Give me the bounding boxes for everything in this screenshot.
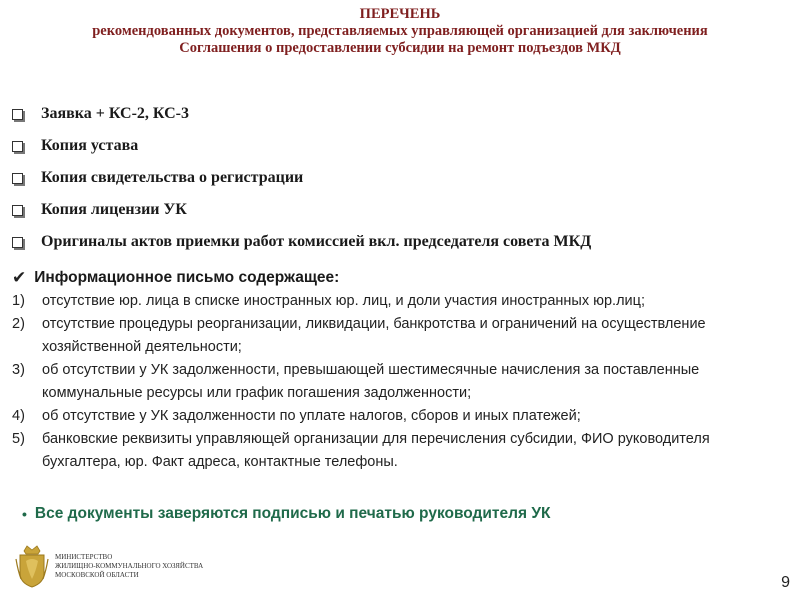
title-line-3: Соглашения о предоставлении субсидии на ремонт подъездов МКД bbox=[179, 40, 621, 56]
checklist-item: Оригиналы актов приемки работ комиссией вкл. председателя совета МКД bbox=[12, 226, 792, 258]
list-item: 4) об отсутствие у УК задолженности по уплате налогов, сборов и иных платежей; bbox=[12, 408, 581, 424]
title-line-2: рекомендованных документов, представляемых управляющей организацией для заключения bbox=[92, 23, 708, 39]
checkbox-icon bbox=[12, 109, 23, 120]
title-line-1: ПЕРЕЧЕНЬ bbox=[359, 6, 441, 22]
list-item: 1) отсутствие юр. лица в списке иностранных юр. лиц, и доли участия иностранных юр.лиц; bbox=[12, 293, 645, 309]
ministry-name: МИНИСТЕРСТВО ЖИЛИЩНО-КОММУНАЛЬНОГО ХОЗЯЙСТВА МОСКОВСКОЙ ОБЛАСТИ bbox=[55, 553, 204, 579]
checklist-item: Копия устава bbox=[12, 130, 792, 162]
checklist-item: Копия свидетельства о регистрации bbox=[12, 162, 792, 194]
checkbox-icon bbox=[12, 237, 23, 248]
list-item: 3) об отсутствии у УК задолженности, превышающей шестимесячные начисления за поставленные коммунальные ресурсы или график погашения задолженности; bbox=[12, 362, 700, 401]
checkbox-icon bbox=[12, 173, 23, 184]
checklist-item: Копия лицензии УК bbox=[12, 194, 792, 226]
bullet-icon: • bbox=[22, 506, 27, 522]
checkmark-icon: ✔ bbox=[12, 268, 27, 287]
document-checklist bbox=[12, 98, 792, 258]
coat-of-arms-icon bbox=[14, 543, 50, 589]
list-item: 5) банковские реквизиты управляющей организации для перечисления субсидии, ФИО руководителя бухгалтера, юр. Факт адреса, контактные телефоны. bbox=[12, 431, 710, 470]
list-item: 2) отсутствие процедуры реорганизации, ликвидации, банкротства и ограничений на осуществление хозяйственной деятельности; bbox=[12, 316, 706, 355]
info-letter-list bbox=[12, 290, 792, 474]
checkbox-icon bbox=[12, 205, 23, 216]
page-title bbox=[0, 6, 800, 57]
checklist-item: Заявка + КС-2, КС-3 bbox=[12, 98, 792, 130]
checkbox-icon bbox=[12, 141, 23, 152]
page-number: 9 bbox=[781, 574, 790, 591]
info-letter-heading: ✔ Информационное письмо содержащее: bbox=[12, 268, 340, 287]
certification-note: • Все документы заверяются подписью и печатью руководителя УК bbox=[22, 505, 551, 522]
